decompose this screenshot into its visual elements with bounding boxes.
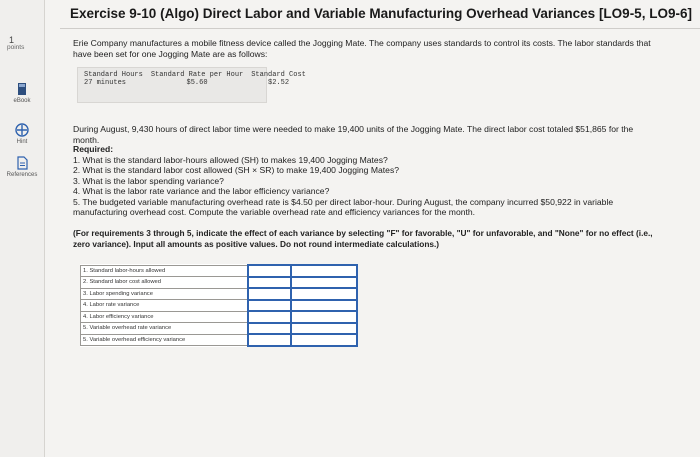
- effect-select[interactable]: [248, 265, 291, 277]
- requirement-item: 4. What is the labor rate variance and the labor efficiency variance?: [73, 186, 330, 196]
- answer-row-label: 1. Standard labor-hours allowed: [81, 265, 249, 277]
- table-row: [81, 323, 358, 335]
- ebook-button[interactable]: [0, 82, 44, 104]
- august-info: During August, 9,430 hours of direct labor time were needed to make 19,400 units of the Jogging Mate. The direct labor cost totaled $51,865 for the month.: [73, 124, 634, 145]
- requirement-item: 2. What is the standard labor cost allowed (SH × SR) to make 19,400 Jogging Mates?: [73, 165, 400, 175]
- problem-intro: Erie Company manufactures a mobile fitness device called the Jogging Mate. The company uses standards to control its costs. The labor standards that have been set for one Jogging Mate are as follows:: [73, 38, 651, 59]
- page-title: Exercise 9-10 (Algo) Direct Labor and Variable Manufacturing Overhead Variances [LO9-5, LO9-6]: [70, 6, 692, 21]
- std-cost-value: $2.52: [268, 79, 290, 88]
- amount-input[interactable]: [291, 265, 357, 277]
- points-label: points: [7, 44, 25, 51]
- amount-input[interactable]: [291, 334, 357, 346]
- book-icon: [15, 82, 29, 96]
- std-rate-header: Standard Rate per Hour: [150, 71, 244, 79]
- amount-input[interactable]: [291, 288, 357, 300]
- table-row: [81, 334, 358, 346]
- std-hours-value: 27 minutes: [84, 79, 127, 88]
- table-row: [81, 300, 358, 312]
- effect-select[interactable]: [248, 311, 291, 323]
- effect-select[interactable]: [248, 323, 291, 335]
- hint-label: Hint: [16, 139, 28, 145]
- answer-row-label: 5. Variable overhead efficiency variance: [81, 334, 249, 346]
- answer-row-label: 3. Labor spending variance: [81, 288, 249, 300]
- hint-icon: [15, 123, 29, 137]
- hint-button[interactable]: [0, 123, 44, 145]
- answer-row-label: 2. Standard labor cost allowed: [81, 277, 249, 289]
- table-row: [81, 277, 358, 289]
- required-title: Required:: [73, 144, 114, 154]
- left-sidebar: [0, 0, 45, 457]
- answer-row-label: 4. Labor efficiency variance: [81, 311, 249, 323]
- ebook-label: eBook: [13, 98, 31, 104]
- amount-input[interactable]: [291, 311, 357, 323]
- answer-table: [80, 264, 358, 347]
- std-hours-header: Standard Hours: [84, 71, 143, 79]
- references-label: References: [6, 172, 38, 178]
- table-row: [81, 288, 358, 300]
- requirements-block: [73, 144, 658, 218]
- effect-select[interactable]: [248, 334, 291, 346]
- requirement-item: 3. What is the labor spending variance?: [73, 175, 224, 186]
- effect-select[interactable]: [248, 300, 291, 312]
- requirement-item: 1. What is the standard labor-hours allowed (SH) to makes 19,400 Jogging Mates?: [73, 154, 388, 165]
- effect-select[interactable]: [248, 288, 291, 300]
- instructions: (For requirements 3 through 5, indicate the effect of each variance by selecting "F" for favorable, "U" for unfavorable, and "None" for no effect (i.e., zero variance). Input all amounts as positive values. Do not round intermediate calculations.): [73, 228, 653, 249]
- amount-input[interactable]: [291, 277, 357, 289]
- table-row: [81, 311, 358, 323]
- std-rate-value: $5.60: [186, 79, 208, 88]
- points-value: 1: [9, 35, 15, 45]
- amount-input[interactable]: [291, 323, 357, 335]
- exercise-header: [60, 0, 700, 29]
- answer-row-label: 5. Variable overhead rate variance: [81, 323, 249, 335]
- references-icon: [15, 156, 29, 170]
- answer-row-label: 4. Labor rate variance: [81, 300, 249, 312]
- std-cost-header: Standard Cost: [251, 71, 306, 79]
- amount-input[interactable]: [291, 300, 357, 312]
- effect-select[interactable]: [248, 277, 291, 289]
- table-row: [81, 265, 358, 277]
- problem-content: [73, 38, 663, 343]
- references-button[interactable]: [0, 156, 44, 178]
- standards-table: [80, 71, 310, 87]
- requirement-item: 5. The budgeted variable manufacturing overhead rate is $4.50 per direct labor-hour. During August, the company incurred $50,922 in variable manufacturing overhead cost. Compute the variable overhead rate and efficiency variances for the month.: [73, 196, 614, 217]
